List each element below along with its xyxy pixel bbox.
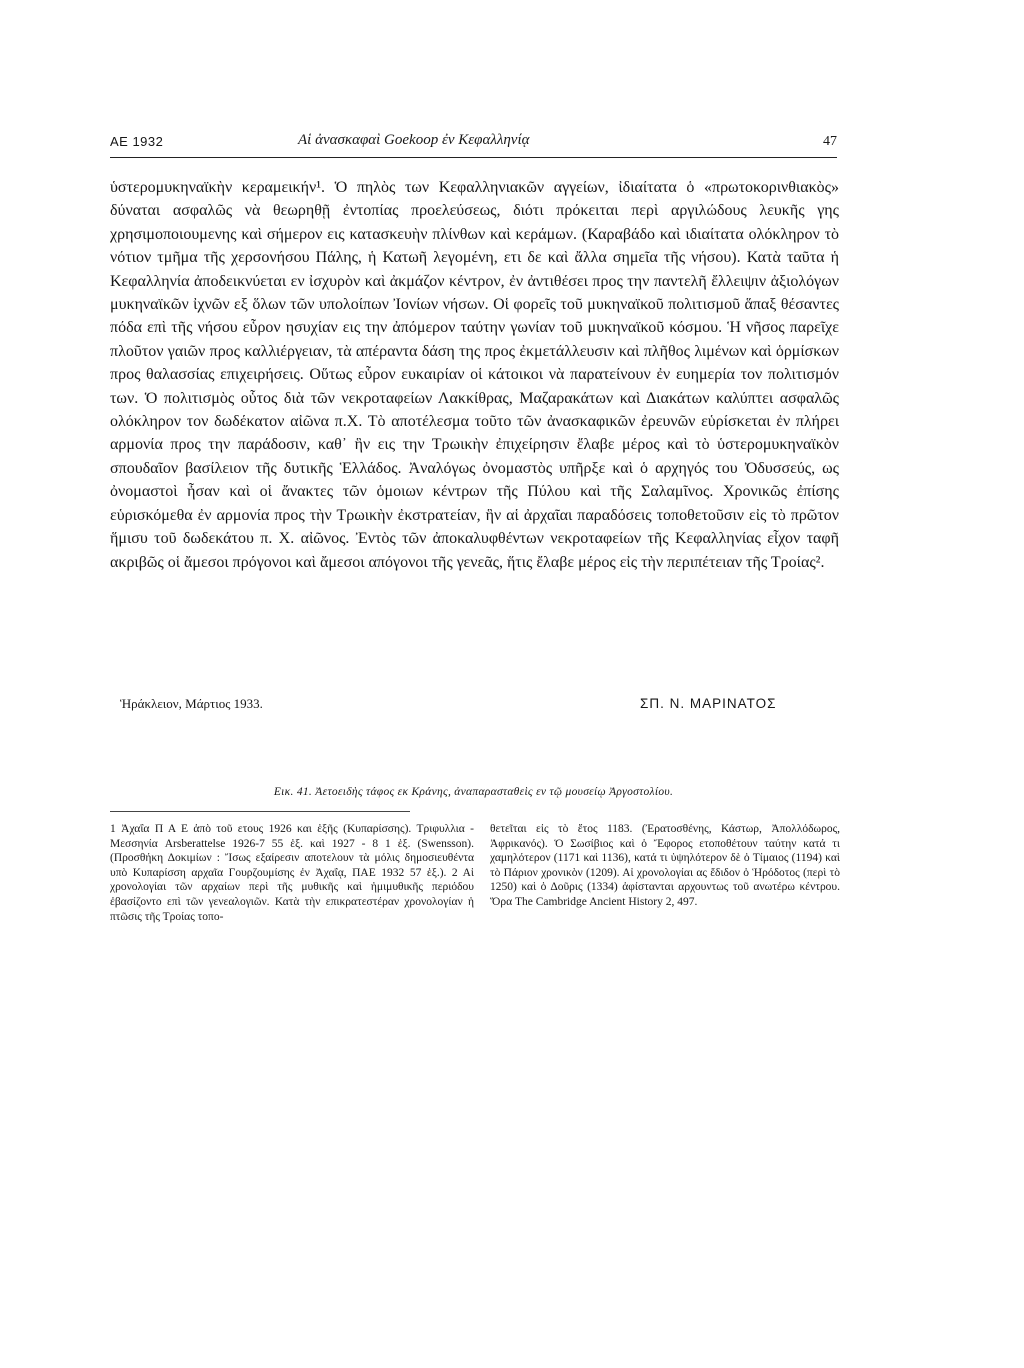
main-text bbox=[110, 176, 839, 574]
figure-caption: Εικ. 41. Ἀετοειδὴς τάφος εκ Κράνης, ἀναπαρασταθεὶς εν τῷ μουσείῳ Ἀργοστολίου. bbox=[273, 786, 674, 798]
signature-line bbox=[110, 696, 837, 716]
author-name: ΣΠ. Ν. ΜΑΡΙΝΑΤΟΣ bbox=[640, 696, 777, 711]
page-number: 47 bbox=[823, 134, 837, 149]
footnote-rule bbox=[110, 811, 410, 812]
place-date: Ἡράκλειον, Μάρτιος 1933. bbox=[120, 696, 263, 711]
body-paragraph: ὑστερομυκηναϊκὴν κεραμεικήν¹. Ὁ πηλὸς των Κεφαλληνιακῶν αγγείων, ἰδιαίτατα ὁ «πρωτοκορινθιακὸς» δύναται ασφαλῶς νὰ θεωρηθῇ ἐντοπίας προελεύσεως, διότι πρόκειται περὶ αργιλώδους λευκῆς γης χρησιμοποιουμενης καὶ σήμερον εις κατασκευὴν πλίνθων καὶ κεράμων. (Καραβάδο καὶ ιδιαίτατα ολόκληρον τὸ νότιον τμῆμα τῆς χερσονήσου Πάλης, ἡ Κατωῆ λεγομένη, ετι δε καὶ ἄλλα σημεῖα τῆς νήσου). Κατὰ ταῦτα ἡ Κεφαλληνία ἀποδεικνύεται εν ἰσχυρὸν καὶ ἀκμάζον κέντρον, ἐν ἀντιθέσει προς την παντελῆ ἔλλειψιν ἀξιολόγων μυκηναϊκῶν ἰχνῶν εξ ὅλων τῶν υπολοίπων Ἰονίων νήσων. Οἱ φορεῖς τοῦ μυκηναϊκοῦ πολιτισμοῦ ἅπαξ θέσαντες πόδα επὶ τῆς νήσου εὗρον ησυχίαν εις την ἀπόμερον ταύτην γωνίαν τοῦ μυκηναϊκοῦ κόσμου. Ἡ νῆσος παρεῖχε πλοῦτον γαιῶν προς καλλιέργειαν, τὰ απέραντα δάση της προς ἐκμετάλλευσιν καὶ πλῆθος λιμένων καὶ ὁρμίσκων προς θαλασσίας επιχειρήσεις. Οὕτως εὗρον ευκαιρίαν οἱ κάτοικοι νὰ παρατείνουν ἐν ευημερία τον πολιτισμόν των. Ὁ πολιτισμὸς οὗτος διὰ τῶν νεκροταφείων Λακκίθρας, Μαζαρακάτων καὶ Διακάτων καλύπτει ασφαλῶς ολόκληρον τον δωδέκατον αἰῶνα π.Χ. Τὸ αποτέλεσμα τοῦτο τῶν ἀνασκαφικῶν ἐρευνῶν εὑρίσκεται ἐν πλήρει αρμονία προς την παράδοσιν, καθ᾽ ἣν εις την Τρωικὴν ἐπιχείρησιν ἔλαβε μέρος καὶ τὸ ὑστερομυκηναϊκὸν σπουδαῖον βασίλειον τῆς δυτικῆς Ἑλλάδος. Ἀναλόγως ὀνομαστὸς υπῆρξε καὶ ὁ αρχηγός του Ὀδυσσεύς, ως ὀνομαστοὶ ἦσαν καὶ οἱ ἄνακτες τῶν ὁμοιων κέντρων τῆς Πύλου καὶ τῆς Σαλαμῖνος. Χρονικῶς ἐπίσης εὑρισκόμεθα ἐν αρμονία προς τὴν Τρωικὴν ἐκστρατείαν, ἣν αἱ ἀρχαῖαι παραδόσεις τοποθετοῦσιν εἰς τὸ πρῶτον ἥμισυ τοῦ δωδεκάτου π. Χ. αἰῶνος. Ἐντὸς τῶν ἀποκαλυφθέντων νεκροταφείων τῆς Κεφαλληνίας εἶχον ταφῆ ακριβῶς οἱ ἄμεσοι πρόγονοι καὶ ἄμεσοι απόγονοι τῆς γενεᾶς, ἥτις ἔλαβε μέρος εἰς τὴν περιπέτειαν τῆς Τροίας². bbox=[110, 179, 839, 571]
running-title: Αἱ ἀνασκαφαὶ Goekoop ἐν Κεφαλληνίᾳ bbox=[298, 132, 530, 148]
footnote-text-right: θετεῖται εἰς τὸ ἔτος 1183. (Ἐρατοσθένης, Κάστωρ, Ἀπολλόδωρος, Ἀφρικανός). Ὁ Σωσίβιος καὶ ὁ Ἔφορος ετοποθέτουν ταύτην κατά τι χαμηλότερον (1171 καὶ 1136), κατά τι ὑψηλότερον δὲ ὁ Τίμαιος (1194) καὶ τὸ Πάριον χρονικὸν (1209). Αἱ χρονολογίαι ας ἔδιδον ὁ Ἡρόδοτος (περὶ τὸ 1250) καὶ ὁ Δοῦρις (1334) ἀφίστανται αρχουντως τοῦ ανωτέρω κέντρου. Ὅρα The Cambridge Ancient History 2, 497. bbox=[490, 823, 840, 908]
footnotes-left-column bbox=[110, 822, 474, 924]
footnote-text-left: 1 Ἀχαΐα Π Α Ε ἀπὸ τοῦ ετους 1926 και ἑξῆς (Κυπαρίσσης). Τριφυλλια - Μεσσηνία Arsberattelse 1926-7 55 ἑξ. καὶ 1927 - 8 1 ἑξ. (Swensson). (Προσθήκη Δοκιμίων : Ἴσως εξαίρεσιν αποτελουν τὰ μόλις δημοσιευθέντα υπὸ Κυπαρίσση αρχαῖα Γουρζουμίσης ἐν Ἀχαΐᾳ, ΠΑΕ 1932 57 ἑξ.). 2 Αἱ χρονολογίαι τῶν αρχαίων περὶ τῆς μυθικῆς καὶ ἡμιμυθικῆς περιόδου ἐβασίζοντο επὶ τῶν γενεαλογιῶν. Κατὰ τὴν επικρατεστέραν χρονολογίαν ἡ πτῶσις τῆς Τροίας τοπο- bbox=[110, 823, 474, 923]
journal-reference: ΑΕ 1932 bbox=[110, 134, 164, 149]
running-header bbox=[110, 134, 837, 156]
footnotes-right-column bbox=[490, 822, 840, 910]
header-rule bbox=[110, 157, 837, 158]
